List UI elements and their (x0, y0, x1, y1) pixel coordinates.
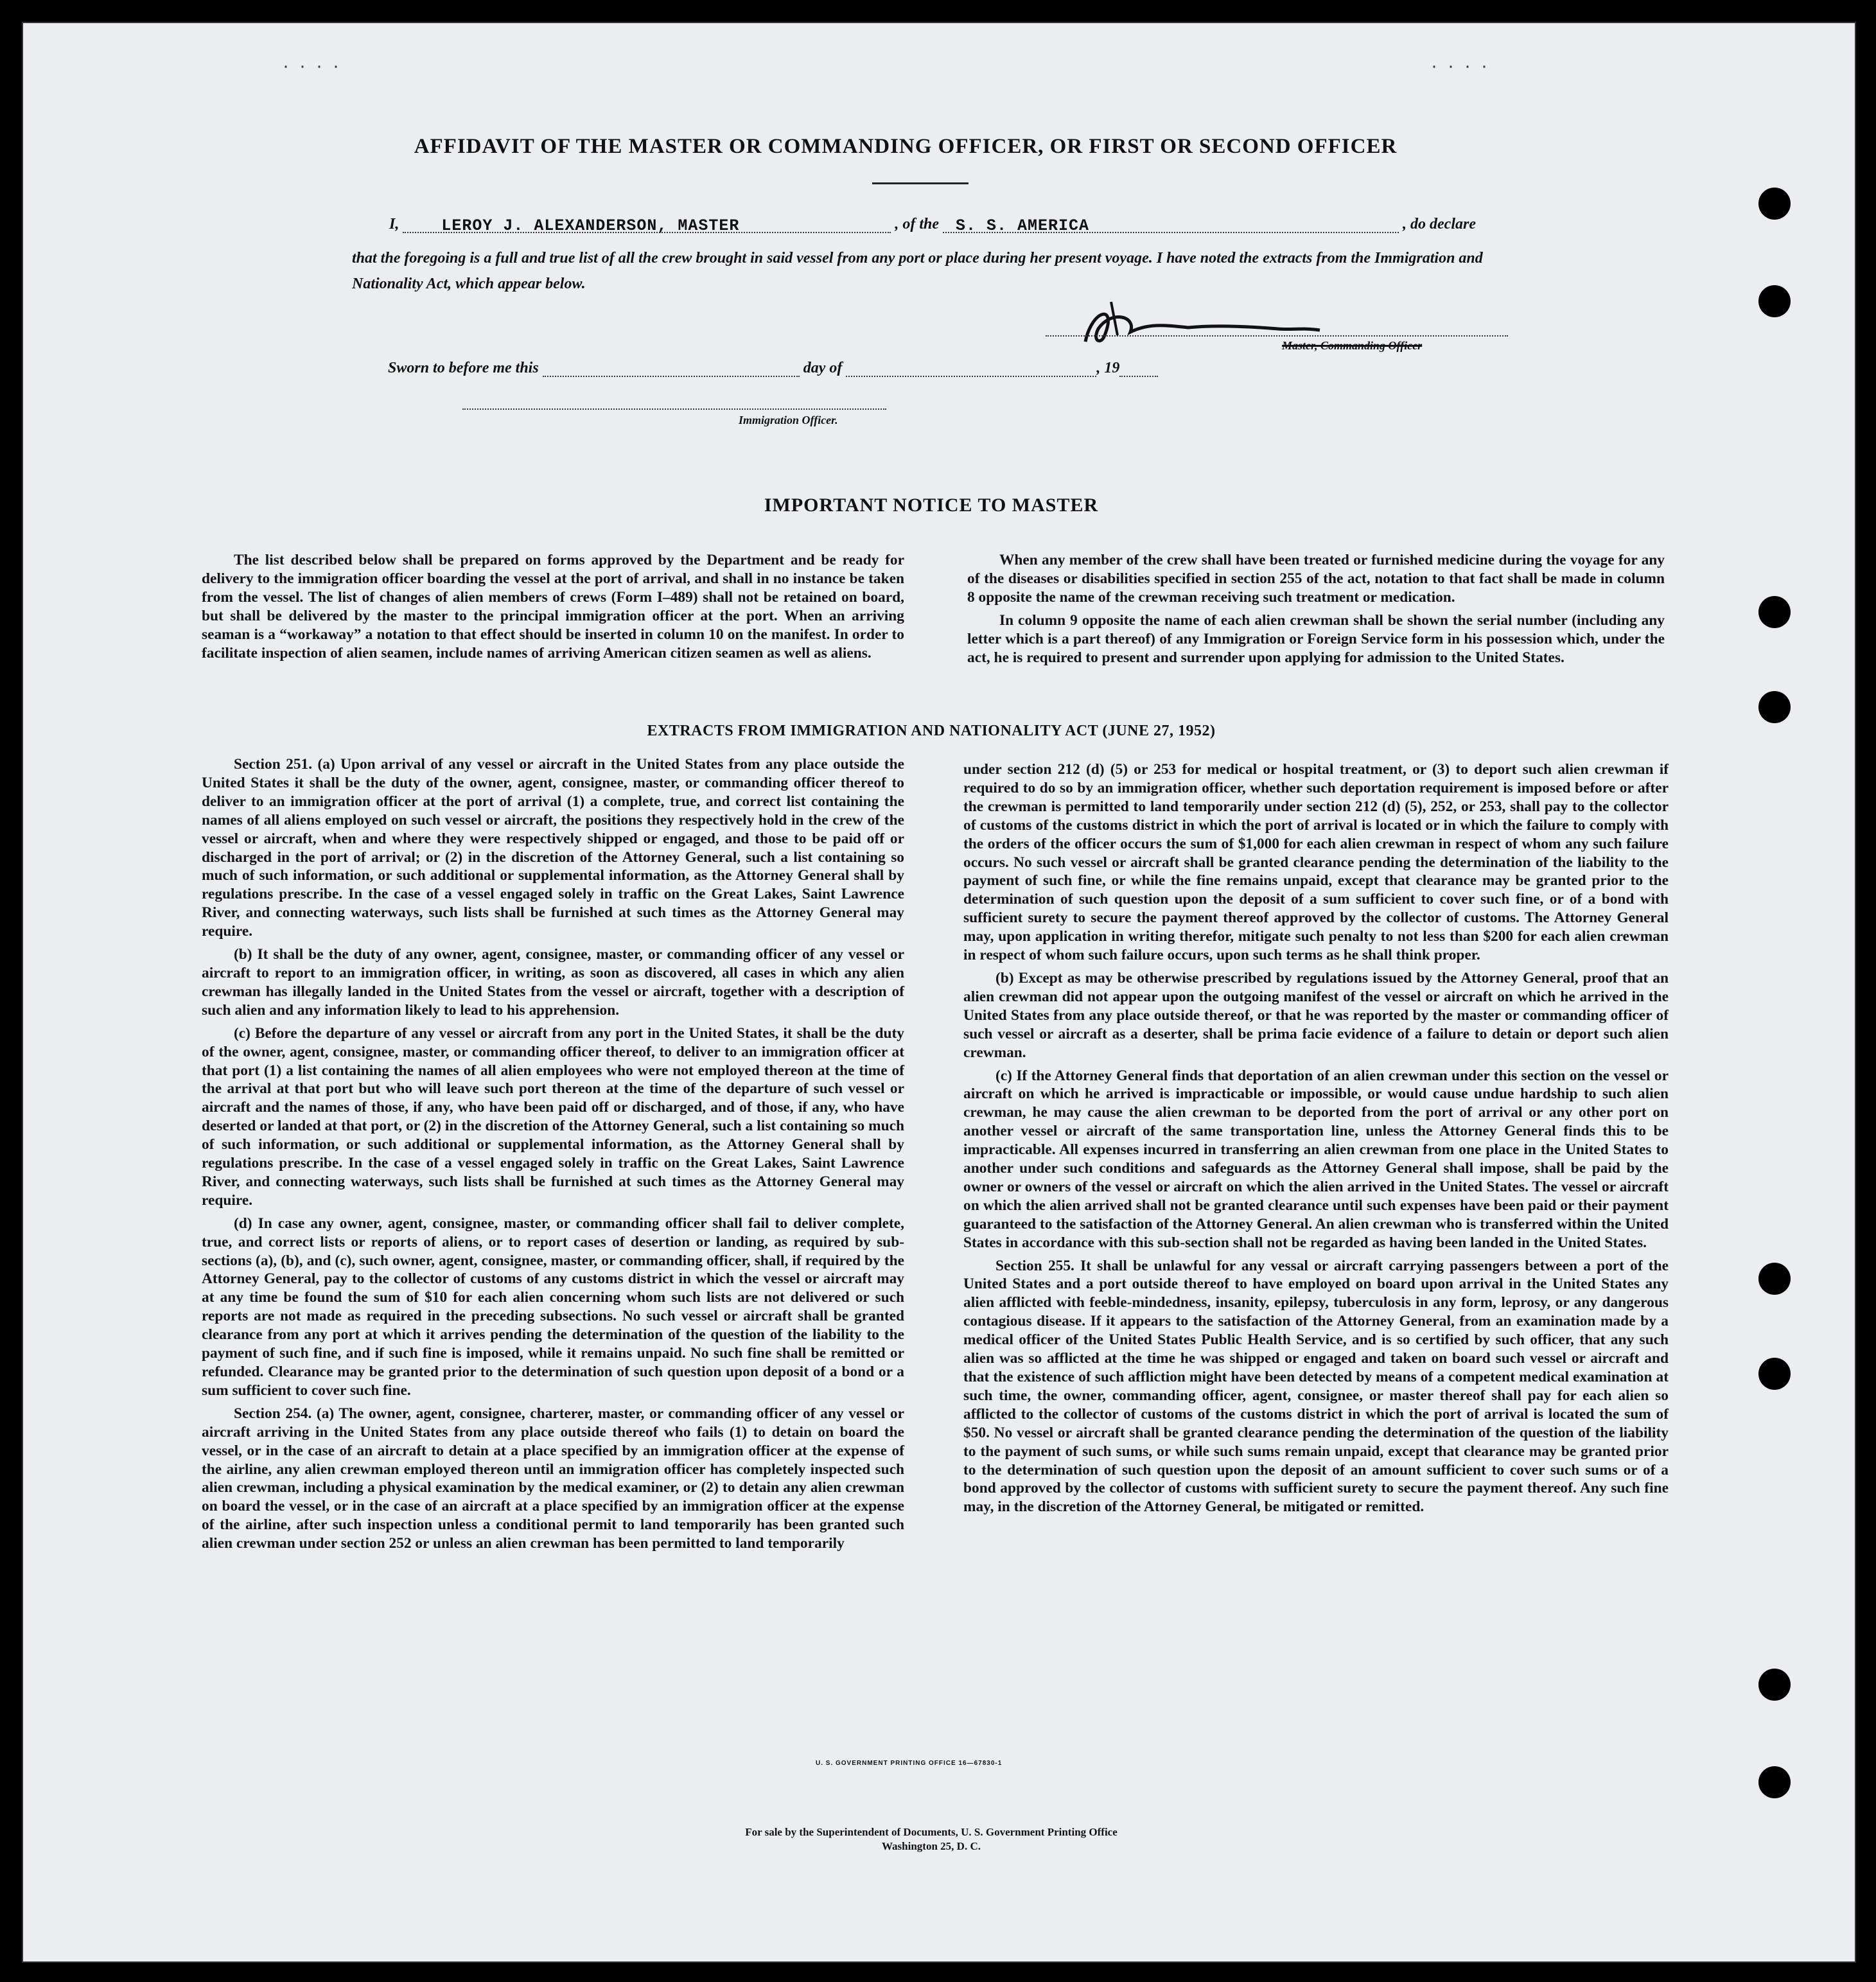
notice-title: IMPORTANT NOTICE TO MASTER (764, 495, 1099, 516)
officer-signature-line[interactable] (462, 393, 886, 410)
notice-paragraph: When any member of the crew shall have been treated or furnished medicine during the voyage for any of the diseases or disabilities specified in section 255 of the act, notation to that fact shall be made in column 8 opposite the name of the crewman receiving such treatment or medication. (967, 552, 1665, 606)
punch-hole (1758, 1669, 1791, 1701)
punch-hole (1758, 1263, 1791, 1295)
notice-right-column (967, 551, 1665, 671)
section-paragraph: (c) If the Attorney General finds that deportation of an alien crewman under this section on the vessel or aircraft on which he arrived is impracticable or impossible, or would cause undue hardship to such alien crewman, he may cause the alien crewman to be deported from the port of arrival or any other port on another vessel or aircraft of the same transportation line, unless the Attorney General finds this to be impracticable. All expenses incurred in transferring an alien crewman from one place in the United States to another under such conditions and safeguards as the Attorney General shall impose, shall be paid by the owner or owners of the vessel or aircraft on which the alien arrived in the United States. The vessel or aircraft on which the alien arrived shall not be granted clearance until such expenses have been paid or their payment guaranteed to the satisfaction of the Attorney General. An alien crewman who is transferred within the United States in accordance with this sub-section shall not be regarded as having been landed in the United States. (963, 1067, 1669, 1251)
day-of-label: day of (803, 360, 843, 376)
section-paragraph: (d) In case any owner, agent, consignee, master, or commanding officer shall fail to deliver complete, true, and correct lists or reports of aliens, or to report cases of desertion or landing, as required by sub-sections (a), (b), and (c), such owner, agent, consignee, master, or commanding officer, shall, if required by the Attorney General, pay to the collector of customs of any customs district in which the vessel or aircraft may at any time be found the sum of $10 for each alien concerning whom such lists are not delivered or such reports are not made as required in the preceding subsections. No such vessel or aircraft shall be granted clearance from any port at which it arrives pending the determination of the question of the liability to the payment of such fine, and if such fine is imposed, while it remains unpaid. No such fine shall be remitted or refunded. Clearance may be granted prior to the determination of such question upon deposit of a bond or a sum sufficient to cover such fine. (202, 1215, 904, 1399)
signer-title: Master, Commanding Officer (1282, 339, 1423, 352)
sworn-year-field[interactable] (1119, 360, 1158, 377)
extracts-left-column (202, 755, 904, 1557)
declaration-text: that the foregoing is a full and true list of all the crew brought in said vessel from any port or place during her present voyage. I have noted the extracts from the Immigration and Nationality Act, which appear below. (352, 250, 1483, 292)
punch-hole (1758, 1358, 1791, 1390)
of-the-label: , of the (895, 216, 940, 232)
officer-label: Immigration Officer. (739, 414, 838, 426)
signature-line[interactable] (1046, 320, 1508, 337)
i-label: I, (389, 216, 399, 232)
punch-hole (1758, 188, 1791, 220)
punch-hole (1758, 691, 1791, 723)
footer-line-1: For sale by the Superintendent of Documents, U. S. Government Printing Office (745, 1826, 1118, 1838)
year-label: , 19 (1096, 360, 1120, 376)
punch-hole (1758, 285, 1791, 317)
scan-dots: ···· (283, 55, 349, 76)
printer-code: U. S. GOVERNMENT PRINTING OFFICE 16—67830-1 (816, 1760, 1003, 1767)
section-paragraph: Section 251. (a) Upon arrival of any vessel or aircraft in the United States from any place outside the United States it shall be the duty of the owner, agent, consignee, master, or commanding officer thereof to deliver to an immigration officer at the port of arrival (1) a complete, true, and correct list containing the names of all aliens employed on such vessel or aircraft, the positions they respectively hold in the crew of the vessel or aircraft, when and where they were respectively shipped or engaged, and those to be paid off or discharged in the port of arrival; or (2) in the discretion of the Attorney General, such a list containing so much of such information, or such additional or supplemental information, as the Attorney General shall by regulations prescribe. In the case of a vessel engaged solely in traffic on the Great Lakes, Saint Lawrence River, and connecting waterways, such lists shall be furnished at such times as the Attorney General may require. (202, 756, 904, 940)
vessel-value: S. S. AMERICA (956, 216, 1090, 235)
section-paragraph: Section 255. It shall be unlawful for any vessal or aircraft carrying passengers between a port of the United States and a port outside thereof to have employed on board upon arrival in the United States any alien afflicted with feeble-mindedness, insanity, epilepsy, tuberculosis in any form, leprosy, or any dangerous contagious disease. If it appears to the satisfaction of the Attorney General, from an examination made by a medical officer of the United States Public Health Service, and is so certified by such officer, that any such alien was so afflicted at the time he was shipped or engaged and taken on board such vessel or aircraft and that the existence of such affliction might have been detected by means of a competent medical examination at such time, the owner, commanding officer, agent, consignee, or master thereof shall pay for each alien so afflicted to the collector of customs of the customs district in which the port of arrival is located the sum of $50. No vessel or aircraft shall be granted clearance pending the determination of the question of the liability to the payment of such sums, or while such sums remain unpaid, except that clearance may be granted prior to the determination of such question upon the deposit of an amount sufficient to cover such sums or of a bond approved by the collector of customs with sufficient surety to secure the payment thereof. Any such fine may, in the discretion of the Attorney General, be mitigated or remitted. (963, 1257, 1669, 1516)
do-declare-label: , do declare (1403, 216, 1476, 232)
notice-paragraph: The list described below shall be prepared on forms approved by the Department and be ready for delivery to the immigration officer boarding the vessel at the port of arrival, and shall in no instance be taken from the vessel. The list of changes of alien members of crews (Form I–489) shall not be retained on board, but shall be delivered by the master to the principal immigration officer at the port. When an arriving seaman is a “workaway” a notation to that effect should be inserted in column 10 on the manifest. In order to facilitate inspection of alien seamen, include names of arriving American citizen seamen as well as aliens. (202, 552, 904, 662)
sworn-month-field[interactable] (846, 360, 1096, 377)
name-field[interactable] (403, 216, 891, 233)
section-paragraph: under section 212 (d) (5) or 253 for medical or hospital treatment, or (3) to deport such alien crewman if required to do so by an immigration officer, whether such deportation requirement is imposed before or after the crewman is permitted to land temporarily under section 212 (d) (5), 252, or 253, shall pay to the collector of customs of the customs district in which the port of arrival is located or in which the failure to comply with the orders of the officer occurs the sum of $1,000 for each alien crewman in respect of whom any such failure occurs. No such vessel or aircraft shall be granted clearance pending the determination of the liability to the payment of such fine, or while the fine remains unpaid, except that clearance may be granted prior to the determination of such question upon the deposit of a sum sufficient to cover such fine, or of a bond with sufficient surety to secure the payment thereof approved by the collector of customs. The Attorney General may, upon application in writing therefor, mitigate such penalty to not less than $200 for each alien crewman in respect of whom such failure occurs, upon such terms as he shall think proper. (963, 761, 1669, 964)
affidavit-title: AFFIDAVIT OF THE MASTER OR COMMANDING OFFICER, OR FIRST OR SECOND OFFICER (414, 135, 1398, 158)
section-paragraph: (c) Before the departure of any vessel or aircraft from any port in the United States, it shall be the duty of the owner, agent, consignee, master, or commanding officer thereof, to deliver to an immigration officer at that port (1) a list containing the names of all alien employees who were not employed thereon at the time of the arrival at that port but who will leave such port thereon at the time of the departure of such vessel or aircraft and the names of those, if any, who have been paid off or discharged, and of those, if any, who have deserted or landed at that port, or (2) in the discretion of the Attorney General, such a list containing so much of such information, or such additional or supplemental information, as the Attorney General shall by regulations prescribe. In the case of a vessel engaged solely in traffic on the Great Lakes, Saint Lawrence River, and connecting waterways, such lists shall be furnished at such times as the Attorney General may require. (202, 1024, 904, 1209)
sworn-label: Sworn to before me this (388, 360, 539, 376)
notice-paragraph: In column 9 opposite the name of each alien crewman shall be shown the serial number (including any letter which is a part thereof) of any Immigration or Foreign Service form in his possession which, under the act, he is required to present and surrender upon applying for admission to the United States. (967, 611, 1665, 666)
declarant-line (389, 216, 1476, 233)
section-paragraph: (b) Except as may be otherwise prescribed by regulations issued by the Attorney General, proof that an alien crewman did not appear upon the outgoing manifest of the vessel or aircraft on which he arrived in the United States from any place outside thereof, or that he was reported by the master or commanding officer of such vessel or aircraft as a deserter, shall be prima facie evidence of a failure to detain or deport such alien crewman. (963, 969, 1669, 1061)
scan-dots: ···· (1431, 55, 1498, 76)
extracts-right-column (963, 760, 1669, 1521)
notice-left-column (202, 551, 904, 667)
footer (578, 1825, 1284, 1854)
footer-line-2: Washington 25, D. C. (882, 1840, 981, 1852)
section-paragraph: (b) It shall be the duty of any owner, agent, consignee, master, or commanding officer of any vessel or aircraft to report to an immigration officer, in writing, as soon as discovered, all cases in which any alien crewman has illegally landed in the United States from the vessel or aircraft, together with a description of such alien and any information likely to lead to his apprehension. (202, 946, 904, 1019)
extracts-title: EXTRACTS FROM IMMIGRATION AND NATIONALITY ACT (JUNE 27, 1952) (647, 723, 1216, 739)
punch-hole (1758, 1766, 1791, 1798)
sworn-day-field[interactable] (543, 360, 800, 377)
name-value: LEROY J. ALEXANDERSON, MASTER (441, 216, 740, 235)
punch-hole (1758, 596, 1791, 628)
vessel-field[interactable] (943, 216, 1399, 233)
sworn-line (388, 360, 1158, 377)
section-paragraph: Section 254. (a) The owner, agent, consignee, charterer, master, or commanding officer of any vessel or aircraft arriving in the United States from any place outside thereof who fails (1) to detain on board the vessel, or in the case of an aircraft to detain at a place specified by an immigration officer at the expense of the airline, any alien crewman employed thereon until an immigration officer has completely inspected such alien crewman, including a physical examination by the medical examiner, or (2) to detain any alien crewman on board the vessel, or in the case of an aircraft at a place specified by an immigration officer at the expense of the airline, after such inspection unless a conditional permit to land temporarily has been granted such alien crewman under section 252 or unless an alien crewman has been permitted to land temporarily (202, 1405, 904, 1552)
title-rule (872, 182, 969, 184)
